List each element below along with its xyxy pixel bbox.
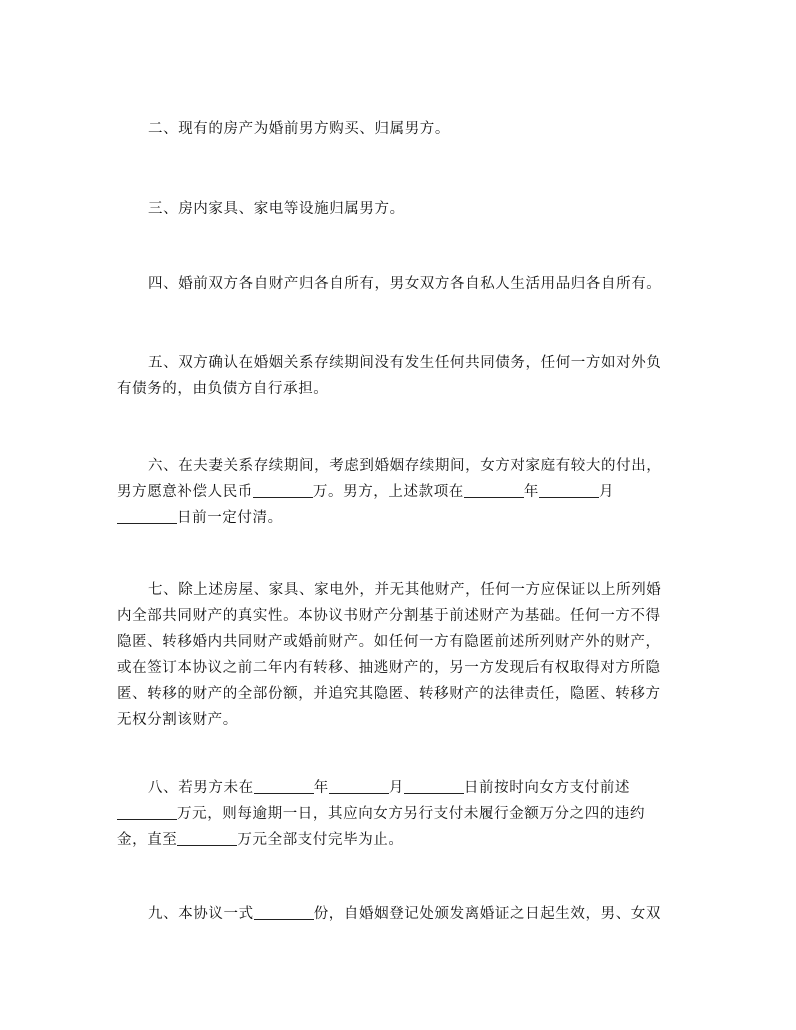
clause-7-line-5: 匿、转移的财产的全部份额，并追究其隐匿、转移财产的法律责任，隐匿、转移方 <box>117 686 661 702</box>
clause-6-text-e: 日前一定付清。 <box>177 510 283 526</box>
clause-2 <box>117 116 687 142</box>
amount-blank[interactable] <box>117 805 177 820</box>
clause-6-text-c: 年 <box>523 484 540 500</box>
clause-7-line-3: 隐匿、转移婚内共同财产或婚前财产。如任何一方有隐匿前述所列财产外的财产， <box>117 634 661 650</box>
clause-6-text-d: 月 <box>599 484 615 500</box>
clause-9-text-b: 份，自婚姻登记处颁发离婚证之日起生效，男、女双 <box>313 906 662 922</box>
clause-7-line-1: 七、除上述房屋、家具、家电外，并无其他财产，任何一方应保证以上所列婚 <box>148 582 662 598</box>
amount-blank[interactable] <box>177 831 237 846</box>
clause-6-text-b: 万。男方，上述款项在 <box>312 484 464 500</box>
clause-9-line-1 <box>117 901 687 927</box>
clause-6 <box>117 453 687 531</box>
amount-blank[interactable] <box>253 483 313 498</box>
clause-8-text-f: 金，直至 <box>117 832 178 848</box>
clause-8-text-d: 日前按时向女方支付前述 <box>463 780 631 796</box>
clause-6-line-1: 六、在夫妻关系存续期间，考虑到婚姻存续期间，女方对家庭有较大的付出， <box>148 458 662 474</box>
clause-8-line-1 <box>117 775 687 801</box>
clause-8-line-3 <box>117 827 687 853</box>
clause-4-line-1: 四、婚前双方各自财产归各自所有，男女双方各自私人生活用品归各自所有。 <box>148 276 662 292</box>
clause-5-line-1: 五、双方确认在婚姻关系存续期间没有发生任何共同债务，任何一方如对外负 <box>148 355 662 371</box>
day-blank[interactable] <box>117 509 177 524</box>
clause-5 <box>117 350 687 402</box>
clause-2-line-1: 二、现有的房产为婚前男方购买、归属男方。 <box>148 121 450 137</box>
year-blank[interactable] <box>254 779 314 794</box>
clause-8-text-c: 月 <box>388 780 404 796</box>
clause-8-line-2 <box>117 801 687 827</box>
month-blank[interactable] <box>539 483 599 498</box>
clause-6-line-3 <box>117 505 687 531</box>
year-blank[interactable] <box>464 483 524 498</box>
clause-3-line-1: 三、房内家具、家电等设施归属男方。 <box>148 201 405 217</box>
clause-9-text-a: 九、本协议一式 <box>148 906 254 922</box>
clause-8-text-e: 万元，则每逾期一日，其应向女方另行支付未履行金额万分之四的违约 <box>177 806 646 822</box>
clause-8-text-g: 万元全部支付完毕为止。 <box>237 832 404 848</box>
clause-3 <box>117 196 687 222</box>
day-blank[interactable] <box>404 779 464 794</box>
clause-7-line-6: 无权分割该财产。 <box>117 712 238 728</box>
clause-4 <box>117 271 687 297</box>
copies-blank[interactable] <box>254 905 314 920</box>
clause-6-line-2 <box>117 479 687 505</box>
clause-7-line-2: 内全部共同财产的真实性。本协议书财产分割基于前述财产为基础。任何一方不得 <box>117 608 661 624</box>
clause-8-text-b: 年 <box>313 780 329 796</box>
clause-9 <box>117 901 687 927</box>
clause-8-text-a: 八、若男方未在 <box>148 780 254 796</box>
clause-7-line-4: 或在签订本协议之前二年内有转移、抽逃财产的，另一方发现后有权取得对方所隐 <box>117 660 661 676</box>
clause-7 <box>117 577 687 733</box>
clause-8 <box>117 775 687 853</box>
clause-6-text-a: 男方愿意补偿人民币 <box>117 484 253 500</box>
clause-5-line-2: 有债务的，由负债方自行承担。 <box>117 381 329 397</box>
month-blank[interactable] <box>329 779 389 794</box>
